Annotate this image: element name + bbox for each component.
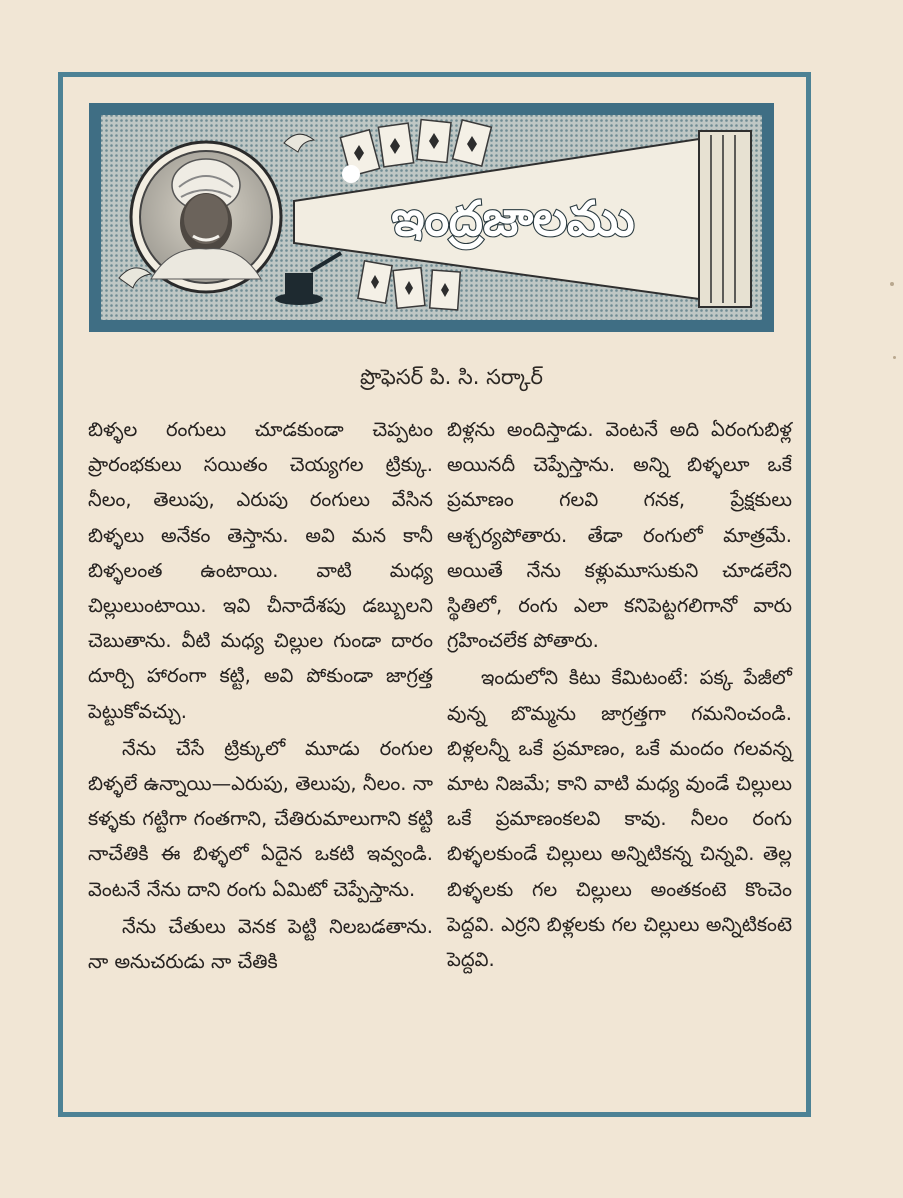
author-byline: ప్రొఫెసర్ పి. సి. సర్కార్ (360, 365, 543, 389)
paper-speck (890, 282, 894, 286)
banner-title: ఇంద్రజాలము (391, 191, 635, 247)
paragraph: బిళ్లను అందిస్తాడు. వెంటనే అది ఏరంగుబిళ్ల అయినదీ చెప్పేస్తాను. అన్ని బిళ్ళలూ ఒకే ప్రమాణం గలవి గనక, ప్రేక్షకులు ఆశ్చర్యపోతారు. తేడా రంగులో మాత్రమే. అయితే నేను కళ్లుమూసుకుని చూడలేని స్థితిలో, రంగు ఎలా కనిపెట్టగలిగానో వారు గ్రహించలేక పోతారు. (447, 418, 792, 653)
paragraph: నేను చేసే ట్రిక్కులో మూడు రంగుల బిళ్ళలే ఉన్నాయి—ఎరుపు, తెలుపు, నీలం. నా కళ్ళకు గట్టిగా గంతగాని, చేతిరుమాలుగాని కట్టి నాచేతికి ఈ బిళ్ళలో ఏదైన ఒకటి ఇవ్వండి. వెంటనే నేను దాని రంగు ఏమిటో చెప్పేస్తాను. (88, 736, 433, 901)
article-column-right (447, 412, 792, 977)
paragraph: ఇందులోని కిటు కేమిటంటే: పక్క పేజీలో వున్న బొమ్మను జాగ్రత్తగా గమనించండి. బిళ్లలన్నీ ఒకే ప్రమాణం, ఒకే మందం గలవన్న మాట నిజమే; కాని వాటి మధ్య వుండే చిల్లులు ఒకే ప్రమాణంకలవి కావు. నీలం రంగు బిళ్ళలకుండే చిల్లులు అన్నిటికన్న చిన్నవి. తెల్ల బిళ్ళలకు గల చిల్లులు అంతకంటె కొంచెం పెద్దవి. ఎర్రని బిళ్లలకు గల చిల్లులు అన్నిటికంటె పెద్దవి. (447, 666, 792, 972)
punch-hole (342, 165, 360, 183)
paper-speck (893, 356, 896, 359)
paragraph: నేను చేతులు వెనక పెట్టి నిలబడతాను. నా అనుచరుడు నా చేతికి (88, 914, 433, 974)
paragraph: బిళ్ళల రంగులు చూడకుండా చెప్పటం ప్రారంభకులు సయితం చెయ్యగల ట్రిక్కు. నీలం, తెలుపు, ఎరుపు రంగులు వేసిన బిళ్ళలు అనేకం తెస్తాను. అవి మన కానీ బిళ్ళలంత ఉంటాయి. వాటి మధ్య చిల్లులుంటాయి. ఇవి చీనాదేశపు డబ్బులని చెబుతాను. వీటి మధ్య చిల్లుల గుండా దారం దూర్చి హారంగా కట్టి, అవి పోకుండా జాగ్రత్త పెట్టుకోవచ్చు. (88, 418, 433, 723)
title-banner (89, 103, 774, 332)
portrait-medallion (131, 142, 281, 292)
article-column-left (88, 412, 433, 979)
